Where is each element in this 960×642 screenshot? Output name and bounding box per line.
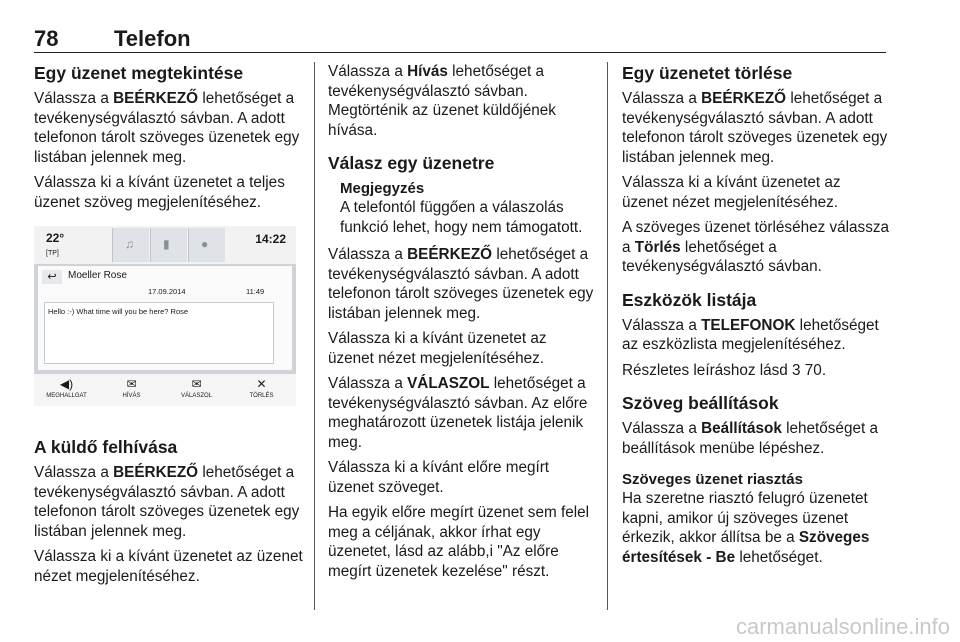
paragraph: Ha egyik előre megírt üzenet sem felel meg a céljának, akkor írhat egy üzenetet, lásd az alább,i "Az előre megírt üzenetek kezelése" részt. (328, 504, 590, 580)
screen-message-panel (38, 266, 292, 370)
paragraph: Válassza a Beállítások lehetőséget a beállítások menübe lépéshez. (622, 420, 878, 457)
paragraph: Válassza ki a kívánt üzenetet az üzenet nézet megjelenítéséhez. (622, 174, 841, 211)
speaker-icon: ◀) (59, 377, 74, 391)
paragraph: Válassza a BEÉRKEZŐ lehetőséget a tevékenységválasztó sávban. A adott telefonon tárolt szöveges üzenetek egy listában jelennek meg. (622, 90, 888, 166)
screen-tp-label: [TP] (46, 250, 59, 257)
heading-call-sender: A küldő felhívása (34, 437, 178, 457)
note-title: Megjegyzés (340, 180, 425, 197)
heading-device-list: Eszközök listája (622, 289, 757, 310)
screen-message-text: Hello :-) What time will you be here? Rose (44, 302, 274, 364)
call-button: ✉ HÍVÁS (99, 374, 164, 406)
screen-status-bar (34, 226, 296, 264)
page-header (34, 22, 886, 53)
app-icon: ● (188, 228, 225, 262)
paragraph: Ha szeretne riasztó felugró üzenetet kapni, amikor új szöveges üzenet érkezik, akkor állítsa be a Szöveges értesítések - Be lehetőséget. (622, 490, 870, 566)
close-icon: ✕ (256, 377, 267, 391)
paragraph: Válassza ki a kívánt üzenetet a teljes üzenet szöveg megjelenítéséhez. (34, 174, 285, 211)
screen-date: 17.09.2014 (148, 287, 186, 296)
column-divider (607, 62, 608, 610)
page-number: 78 (34, 26, 59, 51)
paragraph: Válassza a VÁLASZOL lehetőséget a tevékenységválasztó sávban. Az előre meghatározott üzenetek listája jelenik meg. (328, 375, 588, 451)
paragraph: A szöveges üzenet törléséhez válassza a Törlés lehetőséget a tevékenységválasztó sávban. (622, 219, 890, 275)
screen-clock: 11:49 (246, 287, 265, 296)
watermark: carmanualsonline.info (735, 614, 950, 639)
phone-icon: ▮ (150, 228, 187, 262)
paragraph: Válassza ki a kívánt üzenetet az üzenet nézet megjelenítéséhez. (34, 548, 303, 585)
screen-sender: Moeller Rose (68, 270, 127, 281)
column-2 (328, 62, 596, 587)
listen-button: ◀) MEGHALLGAT (34, 374, 99, 406)
envelope-reply-icon: ✉ (191, 377, 202, 391)
screen-temperature: 22° (46, 231, 65, 245)
infotainment-screen-image (34, 226, 296, 406)
heading-text-alert: Szöveges üzenet riasztás (622, 471, 803, 488)
heading-text-settings: Szöveg beállítások (622, 393, 779, 413)
heading-view-message: Egy üzenet megtekintése (34, 63, 244, 83)
paragraph: Részletes leíráshoz lásd 3 70. (622, 361, 827, 379)
heading-delete-message: Egy üzenetet törlése (622, 63, 793, 83)
paragraph: Válassza a Hívás lehetőséget a tevékenységválasztó sávban. Megtörténik az üzenet küldőjének hívása. (328, 63, 556, 139)
paragraph: Válassza a BEÉRKEZŐ lehetőséget a tevékenységválasztó sávban. A adott telefonon tárolt szöveges üzenetek egy listában jelennek meg. (328, 246, 594, 322)
paragraph: Válassza ki a kívánt előre megírt üzenet szöveget. (328, 459, 550, 496)
note-box (340, 179, 596, 237)
heading-reply: Válasz egy üzenetre (328, 153, 495, 173)
paragraph: Válassza a TELEFONOK lehetőséget az eszközlista megjelenítéséhez. (622, 316, 879, 353)
paragraph: Válassza a BEÉRKEZŐ lehetőséget a tevékenységválasztó sávban. A adott telefonon tárolt szöveges üzenetek egy listában jelennek meg. (34, 90, 300, 166)
paragraph: Válassza a BEÉRKEZŐ lehetőséget a tevékenységválasztó sávban. A adott telefonon tárolt szöveges üzenetek egy listában jelennek meg. (34, 464, 300, 540)
reply-button: ✉ VÁLASZOL (164, 374, 229, 406)
envelope-call-icon: ✉ (126, 377, 137, 391)
chapter-title: Telefon (114, 26, 191, 51)
note-text: A telefontól függően a válaszolás funkció lehet, hogy nem támogatott. (340, 199, 583, 236)
screen-time: 14:22 (255, 232, 286, 246)
back-arrow-icon: ↩ (42, 270, 62, 284)
delete-button: ✕ TÖRLÉS (229, 374, 294, 406)
column-3 (622, 62, 890, 573)
column-1 (34, 62, 306, 592)
paragraph: Válassza ki a kívánt üzenetet az üzenet nézet megjelenítéséhez. (328, 330, 547, 367)
column-divider (314, 62, 315, 610)
screen-action-bar (34, 374, 296, 406)
music-icon: ♫ (112, 228, 149, 262)
